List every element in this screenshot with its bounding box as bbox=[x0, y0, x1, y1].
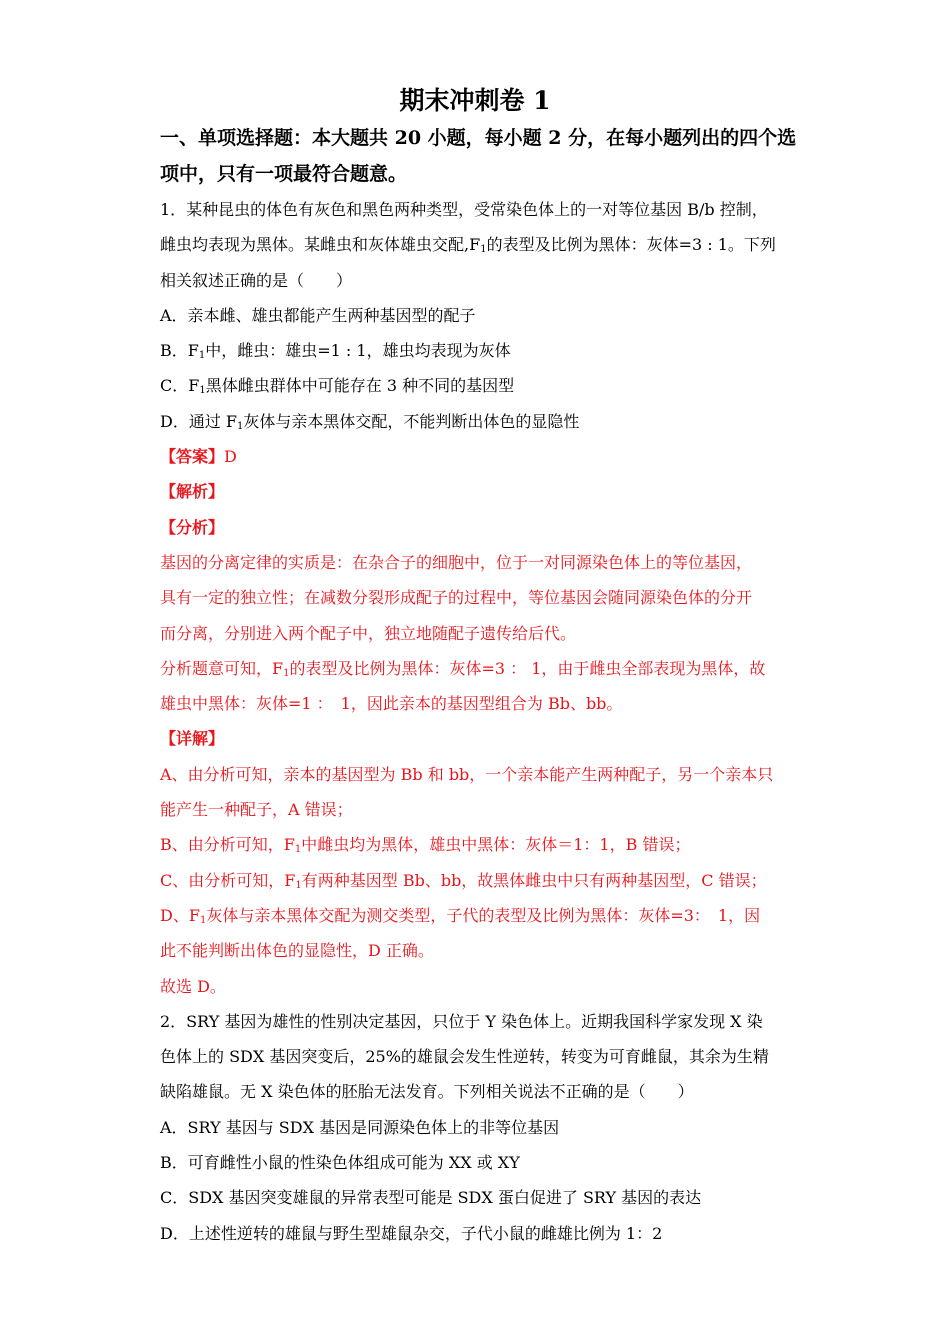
q1-stem-line-3: 相关叙述正确的是（ ） bbox=[160, 270, 353, 290]
answer-label: 【答案】 bbox=[160, 447, 225, 467]
q2-stem-line-1: 2．SRY 基因为雄性的性别决定基因，只位于 Y 染色体上。近期我国科学家发现 X 染 bbox=[160, 1011, 763, 1031]
q2-option-b: B．可育雌性小鼠的性染色体组成可能为 XX 或 XY bbox=[160, 1153, 520, 1173]
q1-fenxi-line-4: 分析题意可知，$F_1$的表型及比例为黑体：灰体=3 ： 1，由于雌虫全部表现为黑体，故 bbox=[160, 658, 766, 679]
q2-option-c: C．SDX 基因突变雄鼠的异常表型可能是 SDX 蛋白促进了 SRY 基因的表达 bbox=[160, 1188, 702, 1208]
questions-body bbox=[160, 192, 800, 1251]
q1-fenxi-label: 【分析】 bbox=[160, 517, 225, 537]
q1-option-d: D．通过 $F_1$灰体与亲本黑体交配，不能判断出体色的显隐性 bbox=[160, 411, 580, 432]
section-heading-line-1: 一、单项选择题：本大题共 20 小题，每小题 2 分，在每小题列出的四个选 bbox=[160, 127, 797, 149]
q1-xiangjie-line-7: 故选 D。 bbox=[160, 976, 226, 996]
q1-xiangjie-line-1: A、由分析可知，亲本的基因型为 Bb 和 bb，一个亲本能产生两种配子，另一个亲本只 bbox=[160, 764, 774, 784]
answer-value: D bbox=[224, 447, 237, 467]
page-title: 期末冲刺卷 1 bbox=[399, 86, 551, 115]
q1-option-b: B．$F_1$中，雌虫：雄虫=1 : 1，雄虫均表现为灰体 bbox=[160, 341, 511, 362]
q1-xiangjie-line-2: 能产生一种配子，A 错误； bbox=[160, 800, 353, 820]
q1-fenxi-line-3: 而分离，分别进入两个配子中，独立地随配子遗传给后代。 bbox=[160, 623, 577, 643]
section-heading bbox=[160, 120, 800, 192]
q1-fenxi-line-1: 基因的分离定律的实质是：在杂合子的细胞中，位于一对同源染色体上的等位基因， bbox=[160, 552, 753, 572]
q1-xiangjie-line-5: D、$F_1$灰体与亲本黑体交配为测交类型，子代的表型及比例为黑体：灰体=3： 1，因 bbox=[160, 905, 761, 926]
q2-option-a: A．SRY 基因与 SDX 基因是同源染色体上的非等位基因 bbox=[160, 1117, 560, 1137]
q2-option-d: D．上述性逆转的雄鼠与野生型雄鼠杂交，子代小鼠的雌雄比例为 1：2 bbox=[160, 1223, 663, 1243]
q1-option-a: A．亲本雌、雄虫都能产生两种基因型的配子 bbox=[160, 305, 476, 325]
q1-xiangjie-line-3: B、由分析可知，$F_1$中雌虫均为黑体，雄虫中黑体：灰体＝1：1，B 错误； bbox=[160, 835, 691, 856]
q1-option-c: C．$F_1$黑体雌虫群体中可能存在 3 种不同的基因型 bbox=[160, 376, 515, 397]
q2-stem-line-2: 色体上的 SDX 基因突变后，25%的雄鼠会发生性逆转，转变为可育雌鼠，其余为生精 bbox=[160, 1047, 769, 1067]
q1-fenxi-line-2: 具有一定的独立性；在减数分裂形成配子的过程中，等位基因会随同源染色体的分开 bbox=[160, 588, 753, 608]
q1-xiangjie-label: 【详解】 bbox=[160, 729, 225, 749]
q1-answer bbox=[160, 439, 800, 474]
q1-stem-line-1: 1．某种昆虫的体色有灰色和黑色两种类型，受常染色体上的一对等位基因 B/b 控制， bbox=[160, 200, 768, 219]
q2-stem-line-3: 缺陷雄鼠。无 X 染色体的胚胎无法发育。下列相关说法不正确的是（ ） bbox=[160, 1082, 694, 1102]
q1-xiangjie-line-6: 此不能判断出体色的显隐性，D 正确。 bbox=[160, 941, 434, 961]
section-heading-line-2: 项中，只有一项最符合题意。 bbox=[160, 163, 408, 185]
q1-stem-line-2: 雌虫均表现为黑体。某雌虫和灰体雄虫交配$,F_1$的表型及比例为黑体：灰体=3 : 1。下列 bbox=[160, 235, 776, 256]
q1-xiangjie-line-4: C、由分析可知，$F_1$有两种基因型 Bb、bb，故黑体雌虫中只有两种基因型，C 错误； bbox=[160, 870, 767, 891]
q1-jiexi-label: 【解析】 bbox=[160, 482, 225, 502]
q1-fenxi-line-5: 雄虫中黑体：灰体=1 ： 1，因此亲本的基因型组合为 Bb、bb。 bbox=[160, 694, 623, 714]
